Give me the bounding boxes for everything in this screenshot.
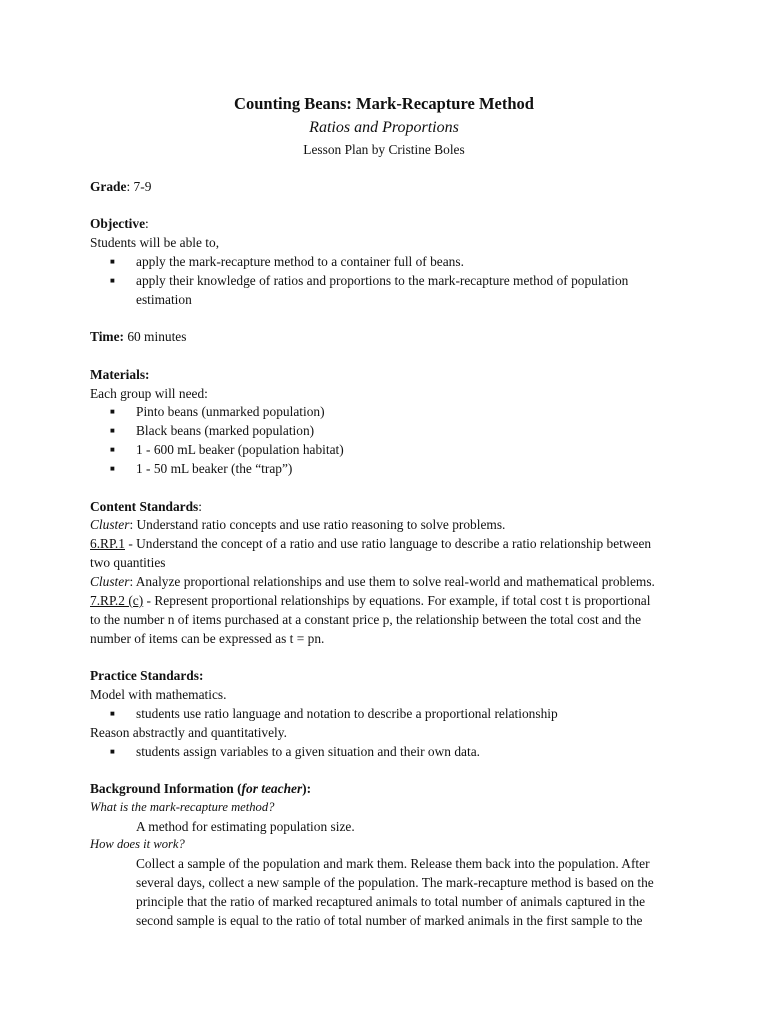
- document-subtitle: Ratios and Proportions: [309, 119, 459, 136]
- practice-item: Reason abstractly and quantitatively.: [90, 725, 287, 740]
- background-label: Background Information (: [90, 781, 242, 796]
- background-answer-line: Collect a sample of the population and mark them. Release them back into the population. After: [136, 856, 650, 871]
- grade-value: 7-9: [130, 179, 152, 194]
- materials-item: 1 - 50 mL beaker (the “trap”): [136, 461, 293, 476]
- grade-line: [90, 177, 151, 196]
- bullet-icon: ■: [110, 426, 115, 435]
- bullet-icon: ■: [110, 747, 115, 756]
- bullet-icon: ■: [110, 257, 115, 266]
- objective-item: apply their knowledge of ratios and proportions to the mark-recapture method of population: [136, 273, 629, 288]
- background-label-end: ):: [302, 781, 312, 796]
- background-heading: [90, 779, 311, 798]
- cluster-line: [90, 572, 655, 591]
- cluster-word: Cluster: [90, 517, 130, 532]
- standard-line: [90, 591, 650, 610]
- background-answer: A method for estimating population size.: [136, 819, 355, 834]
- standard-continued: two quantities: [90, 555, 166, 570]
- standard-continued: to the number n of items purchased at a constant price p, the relationship between the total cost and the: [90, 612, 642, 627]
- background-question: How does it work?: [90, 837, 185, 851]
- practice-bullet: students assign variables to a given situation and their own data.: [136, 744, 480, 759]
- objective-item-continued: estimation: [136, 292, 192, 307]
- cluster-word: Cluster: [90, 574, 130, 589]
- document-title: Counting Beans: Mark-Recapture Method: [234, 94, 534, 113]
- materials-item: 1 - 600 mL beaker (population habitat): [136, 442, 344, 457]
- grade-label: Grade: [90, 179, 127, 194]
- document-byline: Lesson Plan by Cristine Boles: [303, 142, 465, 157]
- background-answer-line: principle that the ratio of marked recaptured animals to total number of animals captured in the: [136, 894, 646, 909]
- background-label-italic: for teacher: [241, 781, 303, 796]
- objective-intro: Students will be able to,: [90, 235, 220, 250]
- objective-heading: [90, 214, 149, 233]
- cluster-line: [90, 515, 505, 534]
- bullet-icon: ■: [110, 445, 115, 454]
- standard-text: - Represent proportional relationships by equations. For example, if total cost t is proportional: [143, 593, 651, 608]
- cluster-text: : Understand ratio concepts and use ratio reasoning to solve problems.: [129, 517, 506, 532]
- standard-continued: number of items can be expressed as t = pn.: [90, 631, 325, 646]
- time-line: [90, 327, 186, 346]
- bullet-icon: ■: [110, 464, 115, 473]
- standard-line: [90, 534, 651, 553]
- bullet-icon: ■: [110, 709, 115, 718]
- standard-code-link[interactable]: 7.RP.2 (c): [90, 593, 144, 608]
- materials-item: Pinto beans (unmarked population): [136, 404, 325, 419]
- materials-heading: Materials:: [90, 367, 150, 382]
- content-standards-heading: [90, 497, 202, 516]
- objective-label: Objective: [90, 216, 146, 231]
- standard-code-link[interactable]: 6.RP.1: [90, 536, 125, 551]
- practice-bullet: students use ratio language and notation to describe a proportional relationship: [136, 706, 558, 721]
- bullet-icon: ■: [110, 276, 115, 285]
- objective-item: apply the mark-recapture method to a container full of beans.: [136, 254, 464, 269]
- practice-standards-heading: Practice Standards:: [90, 668, 204, 683]
- time-value: 60 minutes: [123, 329, 187, 344]
- background-answer-line: several days, collect a new sample of the population. The mark-recapture method is based on the: [136, 875, 654, 890]
- time-label: Time:: [90, 329, 124, 344]
- practice-item: Model with mathematics.: [90, 687, 227, 702]
- materials-item: Black beans (marked population): [136, 423, 315, 438]
- content-standards-label: Content Standards: [90, 499, 199, 514]
- objective-colon: :: [145, 216, 149, 231]
- cluster-text: : Analyze proportional relationships and use them to solve real-world and mathematical problems.: [129, 574, 655, 589]
- materials-intro: Each group will need:: [90, 386, 208, 401]
- bullet-icon: ■: [110, 407, 115, 416]
- content-standards-colon: :: [198, 499, 202, 514]
- standard-text: - Understand the concept of a ratio and use ratio language to describe a ratio relationship between: [124, 536, 652, 551]
- grade-colon: :: [126, 179, 131, 194]
- background-answer-line: second sample is equal to the ratio of total number of marked animals in the first sample to the: [136, 913, 643, 928]
- background-question: What is the mark-recapture method?: [90, 800, 275, 814]
